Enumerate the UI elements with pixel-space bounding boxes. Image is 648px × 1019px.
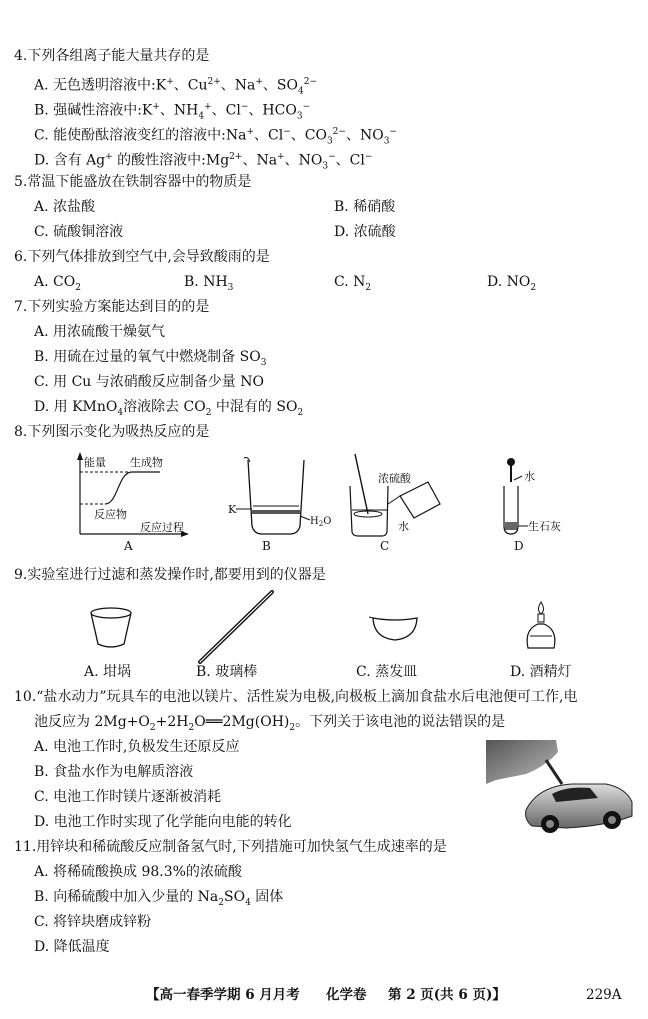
q4-option-d: D. 含有 Ag+ 的酸性溶液中$:Mg^{2+}$、Na+、$NO_3^-$、Cl− <box>34 152 373 172</box>
q11-option-d: D. 降低温度 <box>34 939 110 955</box>
fig-d-letter: D <box>514 539 524 553</box>
q8-figure-d-test-tube <box>494 452 574 552</box>
q5-option-d: D. 浓硫酸 <box>334 224 396 240</box>
q6-stem: 6.下列气体排放到空气中,会导致酸雨的是 <box>14 249 270 265</box>
fig-a-letter: A <box>124 539 133 553</box>
q11-option-a: A. 将稀硫酸换成 98.3%的浓硫酸 <box>34 864 242 880</box>
q9-option-d: D. 酒精灯 <box>510 664 572 680</box>
q6-option-a: A. $CO_2$ <box>34 274 81 293</box>
q4-option-b: B. 强碱性溶液中:K+、$NH_4^+$、Cl−、$HCO_3^-$ <box>34 102 311 122</box>
alcohol-lamp-icon <box>516 600 566 652</box>
q9-option-b: B. 玻璃棒 <box>196 664 258 680</box>
q10-option-c: C. 电池工作时镁片逐渐被消耗 <box>34 789 222 805</box>
q5-option-c: C. 硫酸铜溶液 <box>34 224 124 240</box>
q10-option-b: B. 食盐水作为电解质溶液 <box>34 764 194 780</box>
q11-option-b: B. 向稀硫酸中加入少量的 $Na_2SO_4$ 固体 <box>34 889 284 908</box>
q4-stem: 4.下列各组离子能大量共存的是 <box>14 48 210 64</box>
q8-figure-a-energy-diagram <box>60 452 190 552</box>
fig-a-reactant: 反应物 <box>94 508 127 521</box>
toy-car-image <box>486 740 636 840</box>
q7-stem: 7.下列实验方案能达到目的的是 <box>14 299 210 315</box>
footer-subject: 化学卷 <box>326 987 367 1003</box>
q5-option-a: A. 浓盐酸 <box>34 199 96 215</box>
q11-stem: 11.用锌块和稀硫酸反应制备氢气时,下列措施可加快氢气生成速率的是 <box>14 839 447 855</box>
q9-stem: 9.实验室进行过滤和蒸发操作时,都要用到的仪器是 <box>14 567 326 583</box>
q10-stem-line1: 10.“盐水动力”玩具车的电池以镁片、活性炭为电极,向极板上滴加食盐水后电池便可工作,电 <box>14 689 578 705</box>
q10-stem-line2: 池反应为 $2Mg+O_2+2H_2O══2Mg(OH)_2$。下列关于该电池的说法错误的是 <box>34 714 506 733</box>
q8-figure-b-beaker <box>228 452 332 553</box>
q7-option-a: A. 用浓硫酸干燥氨气 <box>34 324 166 340</box>
fig-c-letter: C <box>380 539 390 553</box>
q8-stem: 8.下列图示变化为吸热反应的是 <box>14 424 210 440</box>
footer-page-number: 第 2 页(共 6 页)】 <box>388 987 506 1003</box>
fig-d-lime: 生石灰 <box>528 520 561 533</box>
q7-option-c: C. 用 Cu 与浓硝酸反应制备少量 NO <box>34 374 264 390</box>
q10-option-d: D. 电池工作时实现了化学能向电能的转化 <box>34 814 292 830</box>
fig-a-xlabel: 反应过程 <box>140 521 184 534</box>
fig-c-acid: 浓硫酸 <box>378 472 411 485</box>
footer-code: 229A <box>586 987 622 1003</box>
crucible-icon <box>86 606 136 650</box>
fig-b-k: K <box>228 503 237 516</box>
q6-option-c: C. $N_2$ <box>334 274 372 293</box>
q7-option-d: D. 用 KMnO$_4$溶液除去 $CO_2$ 中混有的 $SO_2$ <box>34 399 304 418</box>
fig-a-ylabel: 能量 <box>84 456 106 469</box>
q8-figure-c-dilution <box>340 452 450 552</box>
q11-option-c: C. 将锌块磨成锌粉 <box>34 914 152 930</box>
evaporating-dish-icon <box>370 614 420 644</box>
q10-option-a: A. 电池工作时,负极发生还原反应 <box>34 739 240 755</box>
fig-b-letter: B <box>262 539 271 553</box>
glass-rod-icon <box>196 590 276 666</box>
fig-d-water: 水 <box>524 470 535 483</box>
q9-option-a: A. 坩埚 <box>84 664 132 680</box>
fig-a-product: 生成物 <box>130 456 163 469</box>
q9-option-c: C. 蒸发皿 <box>356 664 418 680</box>
fig-b-water: $H_2O$ <box>310 516 332 528</box>
q5-option-b: B. 稀硝酸 <box>334 199 396 215</box>
q4-option-c: C. 能使酚酞溶液变红的溶液中:Na+、Cl−、$CO_3^{2-}$、$NO_3^-$ <box>34 127 397 147</box>
fig-c-water: 水 <box>398 520 409 533</box>
q5-stem: 5.常温下能盛放在铁制容器中的物质是 <box>14 174 252 190</box>
footer-exam-title: 【高一春季学期 6 月月考 <box>146 987 300 1003</box>
q6-option-b: B. $NH_3$ <box>184 274 234 293</box>
q7-option-b: B. 用硫在过量的氧气中燃烧制备 $SO_3$ <box>34 349 267 368</box>
q6-option-d: D. $NO_2$ <box>487 274 537 293</box>
q4-option-a: A. 无色透明溶液中:K+、$Cu^{2+}$、Na+、$SO_4^{2-}$ <box>34 77 317 97</box>
